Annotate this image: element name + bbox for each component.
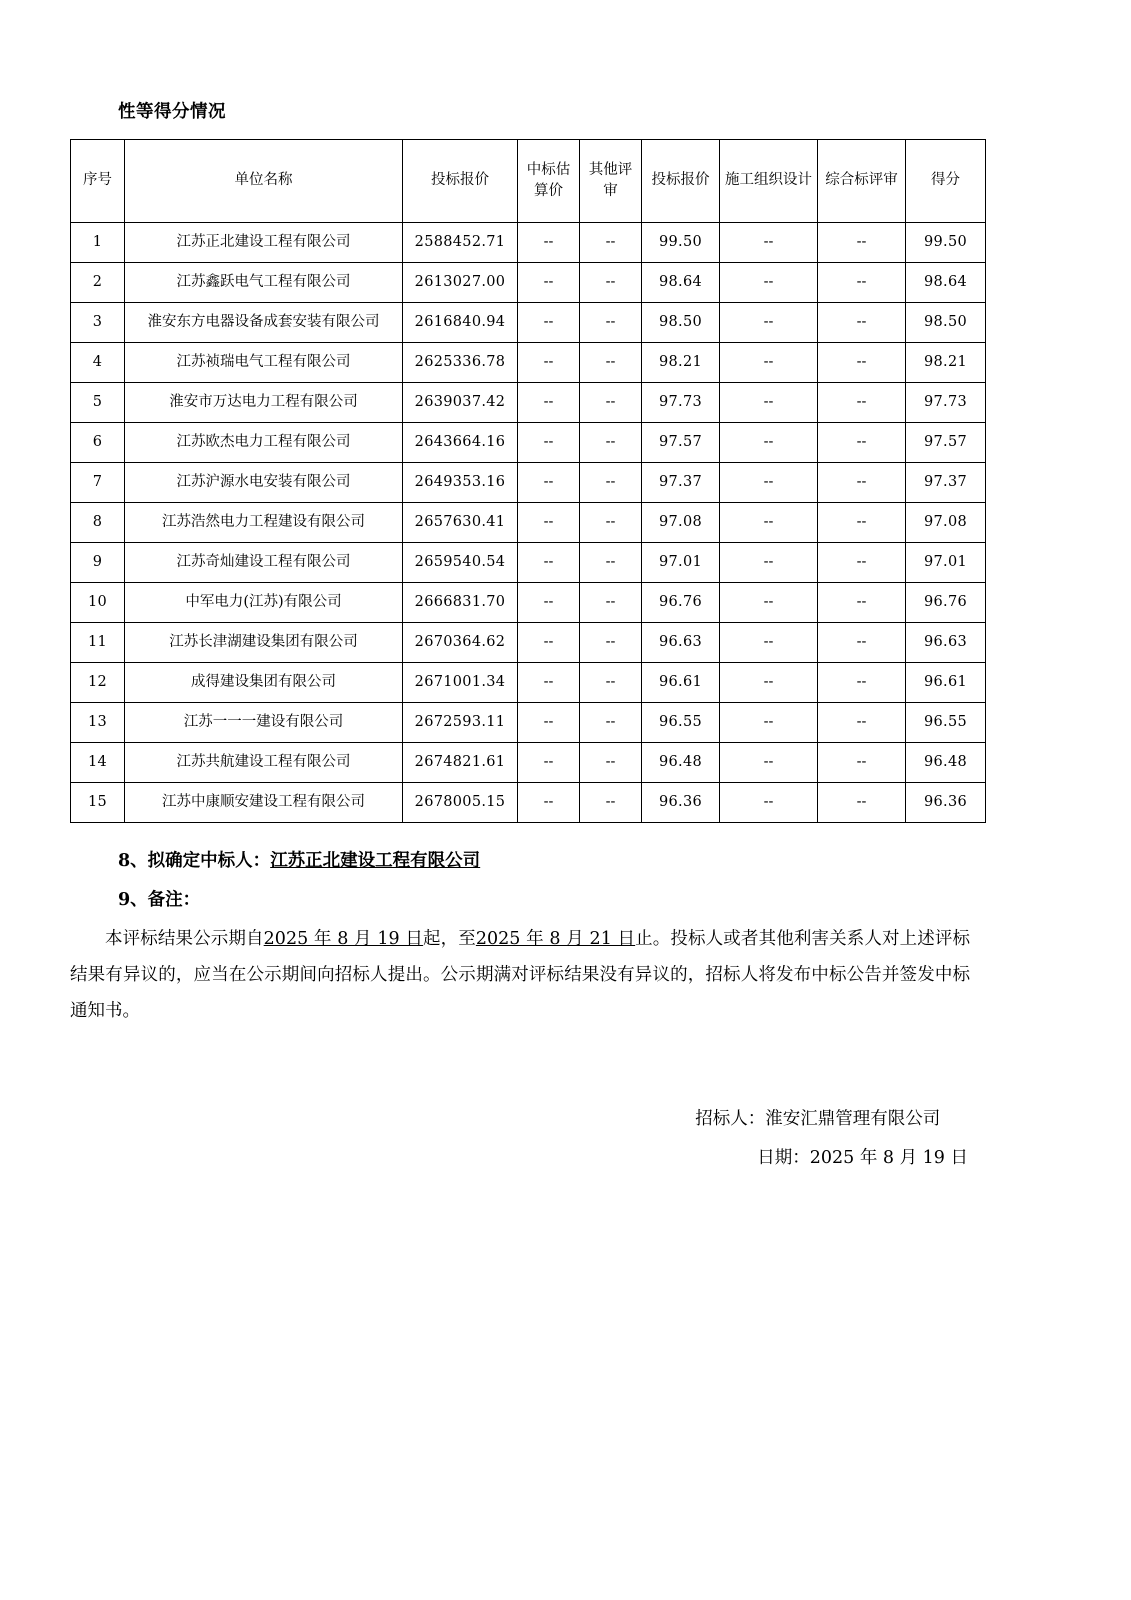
cell-estimate-price: -- — [518, 583, 580, 623]
cell-estimate-price: -- — [518, 663, 580, 703]
cell-comprehensive-review: -- — [818, 303, 906, 343]
cell-bid-price-score: 96.48 — [642, 743, 720, 783]
cell-bid-price-score: 97.57 — [642, 423, 720, 463]
cell-bid-price-score: 96.36 — [642, 783, 720, 823]
cell-seq: 11 — [71, 623, 125, 663]
cell-comprehensive-review: -- — [818, 263, 906, 303]
column-header-bid-price: 投标报价 — [403, 140, 518, 223]
cell-company-name: 江苏一一一建设有限公司 — [125, 703, 403, 743]
table-row — [71, 223, 986, 263]
cell-bid-price: 2616840.94 — [403, 303, 518, 343]
cell-construction-design: -- — [720, 503, 818, 543]
cell-bid-price: 2674821.61 — [403, 743, 518, 783]
cell-score: 98.50 — [906, 303, 986, 343]
section-8-winner — [118, 845, 480, 878]
cell-bid-price: 2625336.78 — [403, 343, 518, 383]
cell-seq: 4 — [71, 343, 125, 383]
cell-other-review: -- — [580, 503, 642, 543]
cell-score: 97.73 — [906, 383, 986, 423]
table-row — [71, 423, 986, 463]
cell-seq: 9 — [71, 543, 125, 583]
cell-company-name: 江苏沪源水电安装有限公司 — [125, 463, 403, 503]
cell-bid-price-score: 97.08 — [642, 503, 720, 543]
cell-estimate-price: -- — [518, 383, 580, 423]
cell-score: 96.61 — [906, 663, 986, 703]
date-value: 2025 年 8 月 19 日 — [809, 1147, 968, 1168]
cell-company-name: 江苏浩然电力工程建设有限公司 — [125, 503, 403, 543]
cell-bid-price-score: 98.50 — [642, 303, 720, 343]
cell-other-review: -- — [580, 423, 642, 463]
cell-other-review: -- — [580, 543, 642, 583]
cell-company-name: 淮安东方电器设备成套安装有限公司 — [125, 303, 403, 343]
cell-score: 99.50 — [906, 223, 986, 263]
cell-estimate-price: -- — [518, 623, 580, 663]
cell-bid-price-score: 96.55 — [642, 703, 720, 743]
cell-company-name: 中军电力(江苏)有限公司 — [125, 583, 403, 623]
table-row — [71, 383, 986, 423]
cell-construction-design: -- — [720, 623, 818, 663]
cell-construction-design: -- — [720, 223, 818, 263]
cell-company-name: 成得建设集团有限公司 — [125, 663, 403, 703]
cell-bid-price-score: 97.37 — [642, 463, 720, 503]
cell-construction-design: -- — [720, 703, 818, 743]
cell-comprehensive-review: -- — [818, 503, 906, 543]
cell-seq: 8 — [71, 503, 125, 543]
column-header-score: 得分 — [906, 140, 986, 223]
cell-bid-price: 2666831.70 — [403, 583, 518, 623]
cell-construction-design: -- — [720, 583, 818, 623]
cell-construction-design: -- — [720, 263, 818, 303]
table-row — [71, 743, 986, 783]
cell-comprehensive-review: -- — [818, 463, 906, 503]
cell-seq: 15 — [71, 783, 125, 823]
cell-construction-design: -- — [720, 303, 818, 343]
table-row — [71, 783, 986, 823]
cell-seq: 1 — [71, 223, 125, 263]
cell-company-name: 江苏中康顺安建设工程有限公司 — [125, 783, 403, 823]
cell-construction-design: -- — [720, 343, 818, 383]
cell-company-name: 江苏正北建设工程有限公司 — [125, 223, 403, 263]
cell-construction-design: -- — [720, 423, 818, 463]
cell-bid-price-score: 96.61 — [642, 663, 720, 703]
cell-construction-design: -- — [720, 463, 818, 503]
cell-score: 98.21 — [906, 343, 986, 383]
cell-company-name: 江苏鑫跃电气工程有限公司 — [125, 263, 403, 303]
cell-bid-price: 2639037.42 — [403, 383, 518, 423]
table-row — [71, 543, 986, 583]
cell-comprehensive-review: -- — [818, 223, 906, 263]
cell-bid-price-score: 96.76 — [642, 583, 720, 623]
notice-part2: 起，至 — [422, 929, 476, 949]
cell-company-name: 江苏祯瑞电气工程有限公司 — [125, 343, 403, 383]
column-header-comprehensive-review: 综合标评审 — [818, 140, 906, 223]
winner-name: 江苏正北建设工程有限公司 — [270, 851, 481, 871]
notice-date-end: 2025 年 8 月 21 日 — [475, 929, 636, 949]
cell-score: 97.57 — [906, 423, 986, 463]
table-row — [71, 623, 986, 663]
cell-score: 96.55 — [906, 703, 986, 743]
cell-estimate-price: -- — [518, 223, 580, 263]
cell-estimate-price: -- — [518, 783, 580, 823]
cell-bid-price-score: 97.73 — [642, 383, 720, 423]
cell-bid-price-score: 99.50 — [642, 223, 720, 263]
column-header-construction-design: 施工组织设计 — [720, 140, 818, 223]
cell-estimate-price: -- — [518, 463, 580, 503]
cell-construction-design: -- — [720, 383, 818, 423]
column-header-company-name: 单位名称 — [125, 140, 403, 223]
cell-seq: 3 — [71, 303, 125, 343]
cell-comprehensive-review: -- — [818, 343, 906, 383]
section-9-remark-label: 9、备注： — [118, 890, 201, 910]
cell-construction-design: -- — [720, 743, 818, 783]
cell-comprehensive-review: -- — [818, 703, 906, 743]
cell-comprehensive-review: -- — [818, 583, 906, 623]
table-row — [71, 583, 986, 623]
table-row — [71, 503, 986, 543]
cell-other-review: -- — [580, 703, 642, 743]
cell-company-name: 江苏欧杰电力工程有限公司 — [125, 423, 403, 463]
cell-company-name: 江苏共航建设工程有限公司 — [125, 743, 403, 783]
column-header-seq: 序号 — [71, 140, 125, 223]
cell-score: 98.64 — [906, 263, 986, 303]
table-row — [71, 663, 986, 703]
page-heading: 性等得分情况 — [118, 102, 226, 122]
cell-estimate-price: -- — [518, 343, 580, 383]
table-row — [71, 303, 986, 343]
cell-estimate-price: -- — [518, 263, 580, 303]
column-header-bid-price-score: 投标报价 — [642, 140, 720, 223]
cell-other-review: -- — [580, 303, 642, 343]
cell-comprehensive-review: -- — [818, 663, 906, 703]
cell-other-review: -- — [580, 223, 642, 263]
cell-seq: 5 — [71, 383, 125, 423]
column-header-estimate-price: 中标估算价 — [518, 140, 580, 223]
notice-date-start: 2025 年 8 月 19 日 — [263, 929, 423, 949]
notice-paragraph — [70, 922, 970, 1030]
cell-comprehensive-review: -- — [818, 623, 906, 663]
cell-bid-price: 2678005.15 — [403, 783, 518, 823]
cell-other-review: -- — [580, 263, 642, 303]
cell-estimate-price: -- — [518, 303, 580, 343]
signature-tenderer-line — [695, 1100, 968, 1139]
cell-bid-price: 2588452.71 — [403, 223, 518, 263]
cell-estimate-price: -- — [518, 423, 580, 463]
cell-bid-price: 2659540.54 — [403, 543, 518, 583]
table-row — [71, 463, 986, 503]
cell-bid-price: 2672593.11 — [403, 703, 518, 743]
cell-score: 97.08 — [906, 503, 986, 543]
column-header-other-review: 其他评审 — [580, 140, 642, 223]
cell-construction-design: -- — [720, 543, 818, 583]
cell-company-name: 江苏奇灿建设工程有限公司 — [125, 543, 403, 583]
tenderer-label: 招标人： — [695, 1109, 766, 1129]
cell-comprehensive-review: -- — [818, 783, 906, 823]
cell-score: 97.37 — [906, 463, 986, 503]
cell-other-review: -- — [580, 343, 642, 383]
cell-score: 96.48 — [906, 743, 986, 783]
cell-comprehensive-review: -- — [818, 743, 906, 783]
cell-bid-price-score: 98.21 — [642, 343, 720, 383]
cell-seq: 10 — [71, 583, 125, 623]
cell-construction-design: -- — [720, 663, 818, 703]
cell-estimate-price: -- — [518, 703, 580, 743]
cell-estimate-price: -- — [518, 503, 580, 543]
cell-seq: 2 — [71, 263, 125, 303]
cell-comprehensive-review: -- — [818, 383, 906, 423]
cell-bid-price: 2649353.16 — [403, 463, 518, 503]
cell-seq: 7 — [71, 463, 125, 503]
cell-other-review: -- — [580, 743, 642, 783]
cell-seq: 12 — [71, 663, 125, 703]
cell-other-review: -- — [580, 623, 642, 663]
table-body — [71, 223, 986, 823]
cell-estimate-price: -- — [518, 543, 580, 583]
notice-part3: 止。投标人或者其他利害关系人对上述评标结果有异议的，应当在公示期间向招标人提出。公示期满对评标结果没有异议的，招标人将发布中标公告并签发中标通知书。 — [70, 929, 970, 1021]
cell-other-review: -- — [580, 583, 642, 623]
table-row — [71, 703, 986, 743]
cell-bid-price: 2613027.00 — [403, 263, 518, 303]
cell-bid-price: 2670364.62 — [403, 623, 518, 663]
cell-bid-price: 2643664.16 — [403, 423, 518, 463]
cell-bid-price-score: 97.01 — [642, 543, 720, 583]
cell-score: 96.63 — [906, 623, 986, 663]
cell-bid-price-score: 98.64 — [642, 263, 720, 303]
cell-bid-price-score: 96.63 — [642, 623, 720, 663]
cell-score: 96.36 — [906, 783, 986, 823]
date-label: 日期： — [757, 1147, 810, 1168]
cell-score: 97.01 — [906, 543, 986, 583]
cell-construction-design: -- — [720, 783, 818, 823]
cell-other-review: -- — [580, 783, 642, 823]
cell-other-review: -- — [580, 383, 642, 423]
table-header-row — [71, 140, 986, 223]
tenderer-name: 淮安汇鼎管理有限公司 — [765, 1109, 941, 1129]
signature-block — [695, 1100, 968, 1177]
notice-part1: 本评标结果公示期自 — [105, 929, 264, 949]
section-8-label: 8、拟确定中标人： — [118, 851, 271, 871]
bid-evaluation-table — [70, 139, 986, 823]
cell-company-name: 淮安市万达电力工程有限公司 — [125, 383, 403, 423]
cell-seq: 14 — [71, 743, 125, 783]
cell-comprehensive-review: -- — [818, 543, 906, 583]
cell-other-review: -- — [580, 663, 642, 703]
cell-estimate-price: -- — [518, 743, 580, 783]
cell-company-name: 江苏长津湖建设集团有限公司 — [125, 623, 403, 663]
cell-seq: 6 — [71, 423, 125, 463]
table-row — [71, 263, 986, 303]
table-row — [71, 343, 986, 383]
cell-comprehensive-review: -- — [818, 423, 906, 463]
cell-bid-price: 2671001.34 — [403, 663, 518, 703]
cell-seq: 13 — [71, 703, 125, 743]
signature-date-line — [695, 1139, 968, 1178]
cell-bid-price: 2657630.41 — [403, 503, 518, 543]
cell-other-review: -- — [580, 463, 642, 503]
cell-score: 96.76 — [906, 583, 986, 623]
